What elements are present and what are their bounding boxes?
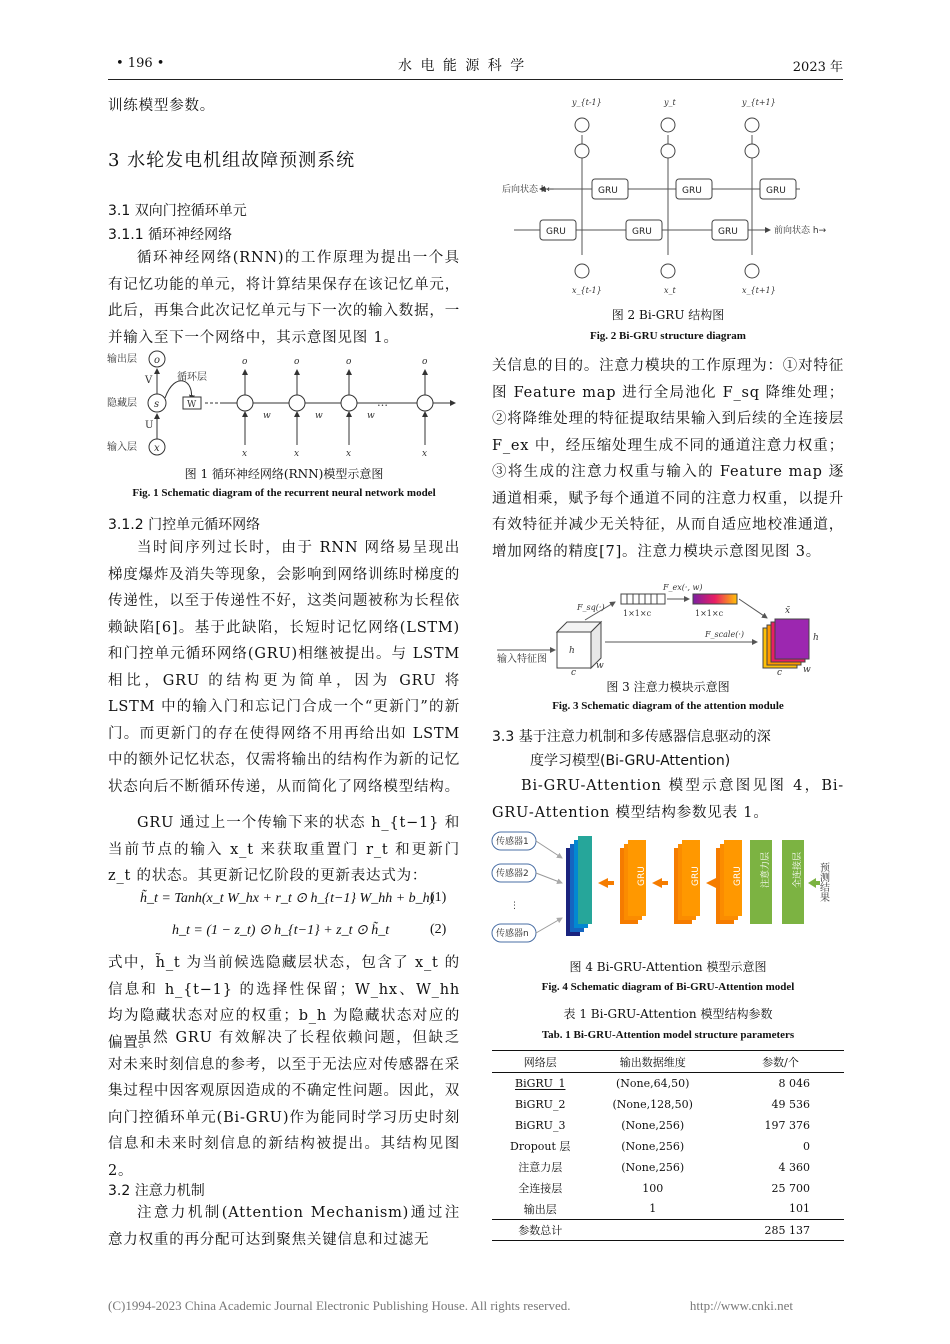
prediction-output-label: 预测结果 [817, 862, 829, 902]
svg-text:传感器n: 传感器n [496, 929, 529, 939]
svg-text:传感器1: 传感器1 [496, 837, 529, 847]
svg-text:传感器2: 传感器2 [496, 869, 529, 879]
input-cube [557, 622, 601, 668]
figure-2-caption-zh: 图 2 Bi-GRU 结构图 [611, 308, 725, 322]
figure-1-caption-zh: 图 1 循环神经网络(RNN)模型示意图 [184, 467, 384, 481]
svg-text:W: W [187, 400, 197, 410]
header-layer: 网络层 [492, 1051, 588, 1073]
figure-2-bigru-diagram [500, 95, 830, 300]
figure-3-attention-module [495, 580, 835, 675]
svg-text:w: w [315, 411, 323, 421]
svg-text:x_{t-1}: x_{t-1} [572, 286, 602, 295]
table-1-caption-zh: 表 1 Bi-GRU-Attention 模型结构参数 [563, 1007, 773, 1021]
pooled-vector [621, 594, 665, 604]
section-heading-3-1-2: 3.1.2 门控单元循环网络 [108, 517, 261, 533]
svg-text:c: c [777, 668, 783, 675]
forward-gru-row [540, 220, 748, 240]
svg-text:x: x [346, 449, 352, 459]
svg-text:全连接层: 全连接层 [793, 851, 803, 888]
figure-2-caption-en: Fig. 2 Bi-GRU structure diagram [590, 330, 746, 342]
paragraph-1: 循环神经网络(RNN)的工作原理为提出一个具有记忆功能的单元，将计算结果保存在该记忆单元，此后，再集合此次记忆单元与下一次的输入数据，一并输入至下一个网络中，其示意图见图 1。 [108, 250, 460, 346]
table-row: BiGRU_2 (None,128,50) 49 536 [515, 1097, 810, 1111]
table-1-caption-en: Tab. 1 Bi-GRU-Attention model structure parameters [541, 1029, 795, 1041]
page-number: • 196 • [116, 56, 165, 71]
svg-text:注意力层: 注意力层 [761, 851, 771, 888]
attention-weight-vector [693, 594, 737, 604]
svg-text:GRU: GRU [637, 866, 647, 886]
copyright-footer [108, 1298, 843, 1314]
paragraph-6: 注意力机制(Attention Mechanism)通过注意力权重的再分配可达到聚焦关键信息和过滤无 [108, 1205, 460, 1248]
input-stack [566, 836, 592, 936]
svg-text:x_t: x_t [664, 286, 676, 295]
svg-text:x: x [422, 449, 428, 459]
svg-text:x: x [294, 449, 300, 459]
equation-1: h̃_t = Tanh(x_t W_hx + r_t ⊙ h_{t−1} W_hh + b_h) [140, 891, 435, 906]
paragraph-8: Bi-GRU-Attention 模型示意图见图 4，Bi-GRU-Attention 模型结构参数见表 1。 [492, 778, 844, 821]
backward-state-label: 后向状态 h← [502, 185, 555, 195]
table-1-parameters [492, 1050, 844, 1241]
gru-block-1 [620, 840, 647, 924]
table-row: Dropout 层 (None,256) 0 [510, 1139, 810, 1153]
svg-text:h: h [569, 646, 575, 656]
input-feature-map-label: 输入特征图 [497, 654, 547, 665]
equation-2-number: (2) [430, 922, 447, 937]
loop-layer-label: 循环层 [177, 372, 207, 383]
vector-1-size: 1×1×c [623, 609, 652, 618]
section-heading-3-3-line2: 度学习模型(Bi-GRU-Attention) [530, 753, 731, 769]
table-row: BiGRU_3 (None,256) 197 376 [515, 1118, 810, 1132]
svg-text:x_{t+1}: x_{t+1} [742, 286, 776, 295]
figure-1-rnn-diagram [105, 350, 465, 462]
running-header [108, 50, 843, 80]
svg-text:w: w [263, 411, 271, 421]
table-row: 全连接层 100 25 700 [518, 1181, 810, 1195]
backward-gru-row [592, 179, 796, 199]
svg-text:⋮: ⋮ [510, 901, 519, 911]
equation-1-number: (1) [430, 890, 447, 905]
paragraph-0: 训练模型参数。 [108, 98, 216, 114]
table-header-row [492, 1051, 844, 1073]
figure-3-caption-zh: 图 3 注意力模块示意图 [606, 680, 730, 694]
paragraph-5: 虽然 GRU 有效解决了长程依赖问题，但缺乏对未来时刻信息的参考，以至于无法应对传感器在采集过程中因客观原因造成的不确定性问题。因此，双向门控循环单元(Bi-GRU)作为能同时学习历史时刻信息和未来时刻信息的新结构被提出。其结构见图 2。 [108, 1030, 460, 1179]
output-cube [763, 619, 809, 668]
svg-text:o: o [346, 357, 352, 367]
svg-text:y_{t-1}: y_{t-1} [572, 98, 602, 107]
figure-3-caption-en: Fig. 3 Schematic diagram of the attention module [552, 700, 784, 712]
vector-2-size: 1×1×c [695, 609, 724, 618]
paragraph-4: 式中，h̃_t 为当前候选隐藏层状态，包含了 x_t 的信息和 h_{t−1} 的选择性保留；W_hx、W_hh 均为隐藏状态对应的权重；b_h 为隐藏状态对应的偏置。 [108, 955, 460, 1051]
paragraph-2: 当时间序列过长时，由于 RNN 网络易呈现出梯度爆炸及消失等现象，会影响到网络训练时梯度的传递性，以至于传递性不好，这类问题被称为长程依赖缺陷[6]。基于此缺陷，长短时记忆网络(LSTM)和门控单元循环网络(GRU)相继被提出。与 LSTM 相比，GRU 的结构更为简单，因为 GRU 将 LSTM 中的输入门和忘记门合成一个“更新门”的新门。而更新门的存在使得网络不用再给出如 LSTM 中的额外记忆状态，仅需将输出的结构作为新的记忆状态向后不断循环传递，从而简化了网络模型结构。 [108, 540, 460, 795]
svg-text:w: w [803, 665, 811, 675]
svg-text:GRU: GRU [632, 227, 652, 237]
svg-text:GRU: GRU [598, 186, 618, 196]
svg-text:GRU: GRU [691, 866, 701, 886]
table-total-row: 参数总计 285 137 [492, 1220, 844, 1241]
svg-text:y_{t+1}: y_{t+1} [742, 98, 776, 107]
section-heading-3-1-1: 3.1.1 循环神经网络 [108, 227, 233, 243]
dense-layer-block [782, 840, 804, 924]
gru-block-2 [674, 840, 701, 924]
svg-text:GRU: GRU [733, 866, 743, 886]
fsq-label: F_sq(·) [577, 603, 605, 612]
svg-text:GRU: GRU [718, 227, 738, 237]
sensor-inputs [492, 832, 536, 942]
svg-text:o: o [242, 357, 248, 367]
output-layer-label: 输出层 [107, 354, 137, 365]
unfolded-rnn [223, 370, 455, 445]
cnki-link[interactable]: http://www.cnki.net [689, 1298, 793, 1313]
table-row: 注意力层 (None,256) 4 360 [518, 1160, 810, 1174]
svg-text:x: x [242, 449, 248, 459]
figure-4-caption-en: Fig. 4 Schematic diagram of Bi-GRU-Attention model [541, 981, 795, 993]
table-row: BiGRU_1 (None,64,50) 8 046 [515, 1076, 810, 1090]
svg-text:c: c [571, 668, 577, 675]
hidden-layer-label: 隐藏层 [107, 398, 137, 409]
header-params: 参数/个 [717, 1051, 844, 1073]
equation-2: h_t = (1 − z_t) ⊙ h_{t−1} + z_t ⊙ h̃_t [172, 923, 390, 938]
svg-text:GRU: GRU [766, 186, 786, 196]
table-row: 输出层 1 101 [523, 1202, 810, 1216]
paragraph-7: 关信息的目的。注意力模块的工作原理为：①对特征图 Feature map 进行全局池化 F_sq 降维处理；②将降维处理的特征提取结果输入到后续的全连接层 F_ex 中，经压缩处理生成不同的通道注意力权重；③将生成的注意力权重与输入的 Feature map 逐通道相乘，赋予每个通道不同的注意力权重，以提升有效特征并减少无关特征，从而自适应地校准通道，增加网络的精度[7]。注意力模块示意图见图 3。 [492, 358, 844, 560]
ellipsis-label: … [377, 396, 388, 409]
section-heading-3-1: 3.1 双向门控循环单元 [108, 203, 247, 219]
svg-text:o: o [154, 355, 161, 366]
year: 2023 年 [792, 60, 843, 75]
input-layer-label: 输入层 [107, 442, 137, 453]
svg-text:y_t: y_t [664, 98, 676, 107]
fex-label: F_ex(·, w) [663, 583, 703, 592]
attention-layer-block [750, 840, 772, 924]
svg-text:s: s [154, 399, 160, 410]
figure-4-bigru-attention-model [490, 828, 840, 948]
folded-rnn [144, 351, 223, 455]
copyright-text: (C)1994-2023 China Academic Journal Electronic Publishing House. All rights reserved. [108, 1298, 571, 1313]
svg-text:w: w [596, 661, 604, 671]
svg-text:V: V [145, 375, 153, 386]
svg-text:U: U [145, 420, 154, 431]
fscale-label: F_scale(·) [705, 630, 744, 639]
journal-name: 水 电 能 源 科 学 [398, 58, 527, 74]
figure-4-caption-zh: 图 4 Bi-GRU-Attention 模型示意图 [569, 960, 767, 974]
svg-text:w: w [367, 411, 375, 421]
figure-1-caption-en: Fig. 1 Schematic diagram of the recurrent neural network model [132, 487, 436, 499]
gru-block-3 [716, 840, 743, 924]
svg-text:x̃: x̃ [785, 606, 791, 616]
svg-text:h: h [813, 633, 819, 643]
section-heading-3-3-line1: 3.3 基于注意力机制和多传感器信息驱动的深 [492, 729, 771, 745]
section-heading-3-2: 3.2 注意力机制 [108, 1183, 205, 1199]
paragraph-3: GRU 通过上一个传输下来的状态 h_{t−1} 和当前节点的输入 x_t 来获取重置门 r_t 和更新门 z_t 的状态。其更新记忆阶段的更新表达式为： [108, 815, 460, 884]
section-heading-3: 3 水轮发电机组故障预测系统 [108, 150, 356, 171]
svg-text:o: o [422, 357, 428, 367]
forward-state-label: 前向状态 h→ [774, 226, 827, 236]
header-output-dim: 输出数据维度 [588, 1051, 717, 1073]
svg-text:GRU: GRU [682, 186, 702, 196]
svg-text:o: o [294, 357, 300, 367]
svg-text:GRU: GRU [546, 227, 566, 237]
svg-text:x: x [154, 443, 160, 454]
